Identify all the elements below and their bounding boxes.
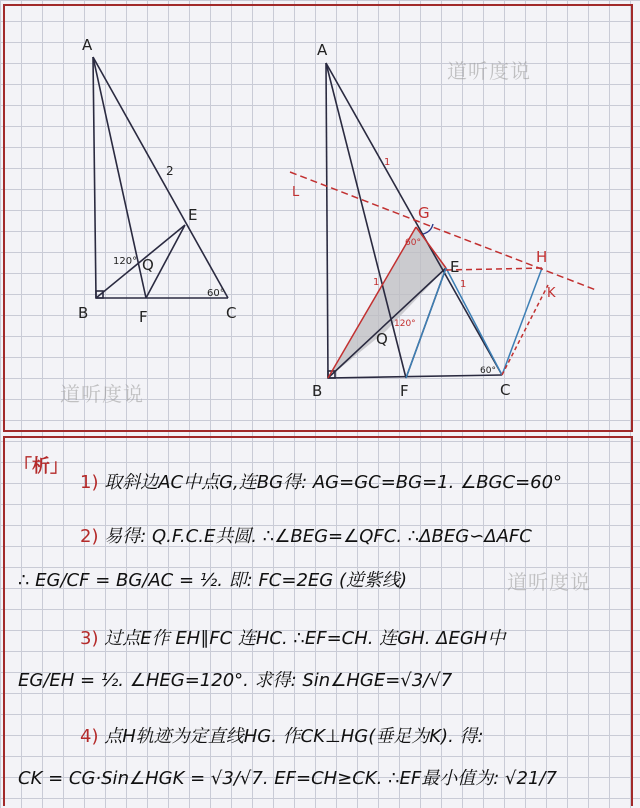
step-text: 易得: Q.F.C.E共圆. ∴∠BEG=∠QFC. ∴ΔBEG∽ΔAFC bbox=[104, 526, 532, 547]
label-q: Q bbox=[376, 330, 388, 348]
angle-label-q: 120° bbox=[113, 256, 138, 267]
label-e: E bbox=[450, 258, 460, 276]
label-k: K bbox=[547, 286, 556, 301]
angle-label-g: 60° bbox=[405, 238, 421, 248]
step-text: 取斜边AC中点G,连BG得: AG=GC=BG=1. ∠BGC=60° bbox=[104, 472, 563, 493]
watermark: 道听度说 bbox=[447, 59, 531, 83]
watermark: 道听度说 bbox=[507, 570, 591, 594]
label-g: G bbox=[418, 204, 430, 222]
analysis-line-4 bbox=[80, 624, 505, 650]
segment-ec-blue bbox=[446, 268, 502, 375]
angle-label-q: 120° bbox=[394, 319, 416, 329]
step-number: 2) bbox=[80, 526, 99, 547]
angle-label-c: 60° bbox=[480, 366, 496, 376]
label-b: B bbox=[312, 382, 323, 400]
label-q: Q bbox=[142, 256, 154, 274]
segment-ck-dashed bbox=[502, 285, 548, 375]
step-text: CK = CG·Sin∠HGK = √3/√7. EF=CH≥CK. ∴EF最小值为: √21/7 bbox=[18, 768, 557, 789]
step-text: ∴ EG/CF = BG/AC = ½. 即: FC=2EG (逆紫线) bbox=[18, 570, 407, 591]
seg-label-ag: 1 bbox=[384, 157, 391, 168]
segment-ab bbox=[326, 63, 328, 378]
label-h: H bbox=[536, 248, 548, 266]
segment-eh-dashed bbox=[446, 268, 545, 270]
segment-bc bbox=[328, 375, 502, 378]
label-c: C bbox=[500, 381, 511, 399]
segment-ch-blue bbox=[502, 268, 542, 375]
seg-label-bg: 1 bbox=[373, 277, 380, 288]
watermark: 道听度说 bbox=[60, 382, 144, 406]
segment-be bbox=[96, 225, 185, 298]
analysis-line-6 bbox=[80, 722, 484, 748]
label-c: C bbox=[226, 304, 237, 322]
label-e: E bbox=[188, 206, 198, 224]
analysis-line-1 bbox=[80, 468, 562, 494]
step-text: 过点E作 EH∥FC 连HC. ∴EF=CH. 连GH. ΔEGH中 bbox=[104, 628, 506, 649]
angle-label-c: 60° bbox=[207, 288, 225, 299]
analysis-tag: 「析」 bbox=[14, 456, 68, 477]
analysis-line-2 bbox=[80, 522, 532, 548]
step-number: 3) bbox=[80, 628, 99, 649]
segment-ab bbox=[93, 57, 96, 298]
label-b: B bbox=[78, 304, 89, 322]
analysis-line-3 bbox=[18, 566, 407, 592]
label-f: F bbox=[139, 308, 148, 326]
line-l-dashed bbox=[290, 172, 596, 290]
analysis-line-5 bbox=[18, 666, 452, 692]
step-text: 点H轨迹为定直线HG. 作CK⊥HG(垂足为K). 得: bbox=[104, 726, 484, 747]
step-number: 1) bbox=[80, 472, 99, 493]
analysis-line-7 bbox=[18, 764, 557, 790]
label-l: L bbox=[292, 185, 300, 200]
step-text: EG/EH = ½. ∠HEG=120°. 求得: Sin∠HGE=√3/√7 bbox=[18, 670, 453, 691]
label-f: F bbox=[400, 382, 409, 400]
right-figure bbox=[290, 63, 596, 378]
label-a: A bbox=[317, 41, 328, 59]
seg-label-eh: 1 bbox=[460, 279, 467, 290]
label-a: A bbox=[82, 36, 93, 54]
side-label-2: 2 bbox=[166, 164, 174, 178]
step-number: 4) bbox=[80, 726, 99, 747]
